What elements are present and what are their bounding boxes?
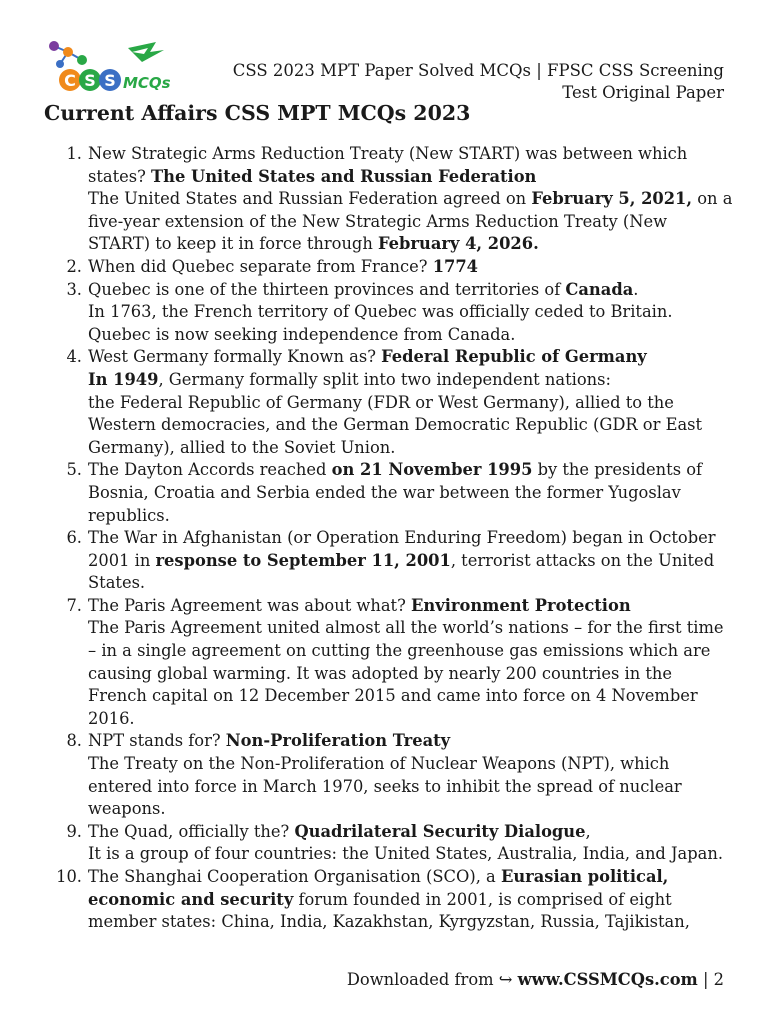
svg-text:MCQs: MCQs (123, 74, 170, 92)
list-item (44, 595, 734, 731)
cssmcqs-logo[interactable] (46, 38, 170, 96)
item-number: 10. (56, 867, 82, 886)
list-item (44, 143, 734, 256)
logo-graphic (46, 38, 170, 96)
item-number: 8. (66, 731, 82, 751)
item-number: 9. (66, 821, 82, 841)
list-item (44, 346, 734, 459)
footer-prefix: Downloaded from (346, 970, 499, 989)
question-list (44, 143, 734, 934)
question-text: NPT stands for? (88, 731, 226, 751)
explanation-text: Quebec is now seeking independence from Canada. (88, 324, 516, 344)
explanation-text: The Treaty on the Non-Proliferation of Nuclear Weapons (NPT), which entered into force in March 1970, seeks to inhibit the spread of nuclear weapons. (88, 754, 682, 819)
question-text: The Paris Agreement was about what? (88, 595, 412, 615)
answer-text: 1774 (432, 256, 479, 276)
list-item (44, 866, 734, 934)
question-text: by the presidents of Bosnia, Croatia and Serbia ended the war between the former Yugoslav republics. (88, 460, 703, 525)
answer-text: The United States and Russian Federation (151, 166, 537, 186)
explanation-text: The United States and Russian Federation agreed on (88, 189, 532, 209)
explanation-bold: February 5, 2021, (531, 189, 693, 209)
item-number: 6. (66, 528, 82, 548)
redirect-arrow-icon: ↪ (498, 970, 513, 989)
page-number: | 2 (697, 970, 724, 989)
item-number: 2. (66, 256, 82, 276)
list-item (44, 527, 734, 595)
answer-text: Quadrilateral Security Dialogue (294, 821, 586, 841)
answer-text: Environment Protection (411, 595, 631, 615)
answer-text: response to September 11, 2001 (155, 550, 451, 570)
explanation-text: on a five-year extension of the New Strategic Arms Reduction Treaty (New START) to keep it in force through (88, 189, 733, 254)
site-link[interactable]: www.CSSMCQs.com (517, 970, 698, 989)
item-number: 4. (66, 347, 82, 367)
list-item (44, 821, 734, 866)
svg-text:S: S (104, 71, 116, 90)
question-text: West Germany formally Known as? (88, 347, 382, 367)
list-item (44, 256, 734, 279)
punctuation: , (585, 821, 591, 841)
answer-text: Federal Republic of Germany (381, 347, 647, 367)
question-text: The Shanghai Cooperation Organisation (SCO), a (88, 867, 501, 886)
explanation-bold: February 4, 2026. (378, 234, 539, 254)
answer-text: Canada (565, 279, 634, 299)
question-text: The War in Afghanistan (or Operation Enduring Freedom) began in October 2001 in (88, 528, 716, 570)
header-title-line1: CSS 2023 MPT Paper Solved MCQs | FPSC CSS Screening (232, 61, 724, 80)
header-title-line2: Test Original Paper (562, 83, 724, 102)
question-text: The Dayton Accords reached (88, 460, 332, 480)
explanation-text: In 1763, the French territory of Quebec was officially ceded to Britain. (88, 302, 673, 322)
page-footer (347, 969, 724, 991)
explanation-text: The Paris Agreement united almost all the world’s nations – for the first time – in a single agreement on cutting the greenhouse gas emissions which are causing global warming. It was adopted by nearly 200 countries in the French capital on 12 December 2015 and came into force on 4 November 2016. (88, 618, 724, 728)
list-item (44, 459, 734, 527)
explanation-text: the Federal Republic of Germany (FDR or West Germany), allied to the Western democracies, and the German Democratic Republic (GDR or East Germany), allied to the Soviet Union. (88, 392, 703, 457)
list-item (44, 279, 734, 347)
question-text: , terrorist attacks on the United States. (88, 550, 715, 593)
item-number: 7. (66, 595, 82, 615)
svg-text:S: S (84, 71, 96, 90)
item-number: 3. (66, 279, 82, 299)
page-title: Current Affairs CSS MPT MCQs 2023 (44, 101, 471, 125)
list-item (44, 730, 734, 820)
question-text: Quebec is one of the thirteen provinces and territories of (88, 279, 566, 299)
question-text: forum founded in 2001, is comprised of eight member states: China, India, Kazakhstan, Kyrgyzstan, Russia, Tajikistan, (88, 889, 690, 932)
punctuation: . (633, 279, 639, 299)
answer-text: on 21 November 1995 (331, 460, 533, 480)
item-number: 1. (66, 144, 82, 163)
item-number: 5. (66, 460, 82, 480)
explanation-text: It is a group of four countries: the United States, Australia, India, and Japan. (88, 844, 724, 864)
question-text: The Quad, officially the? (88, 821, 295, 841)
question-text: When did Quebec separate from France? (88, 256, 433, 276)
svg-text:C: C (64, 71, 76, 90)
answer-text: Non-Proliferation Treaty (225, 731, 451, 751)
answer-text: Eurasian political, economic and security (88, 867, 669, 909)
question-text: New Strategic Arms Reduction Treaty (New START) was between which states? (88, 144, 688, 186)
explanation-bold: In 1949 (88, 369, 159, 389)
explanation-text: , Germany formally split into two independent nations: (158, 369, 611, 389)
